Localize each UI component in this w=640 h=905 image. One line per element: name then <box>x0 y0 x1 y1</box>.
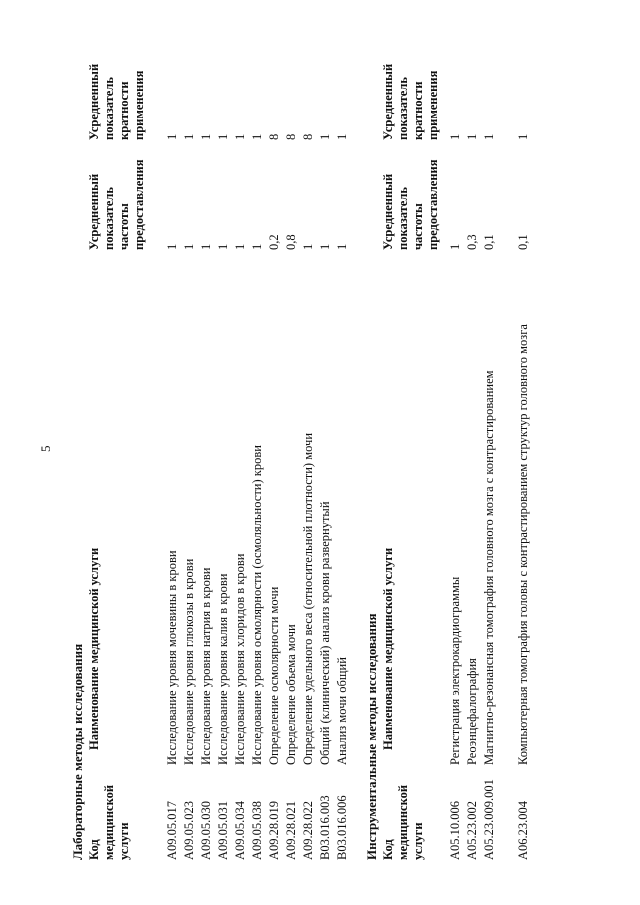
row-frequency: 0,1 <box>516 234 530 250</box>
row-frequency: 1 <box>335 243 349 250</box>
row-code: A09.05.031 <box>216 800 230 860</box>
row-frequency: 1 <box>199 243 213 250</box>
row-multiplicity: 1 <box>233 133 247 140</box>
row-name: Определение удельного веса (относительной плотности) мочи <box>301 432 315 765</box>
row-name: Магнитно-резонансная томография головного мозга с контрастированием <box>482 370 496 765</box>
row-frequency: 1 <box>301 243 315 250</box>
row-name: Компьютерная томография головы с контрастированием структур головного мозга <box>516 324 530 765</box>
row-frequency: 1 <box>216 243 230 250</box>
row-frequency: 1 <box>233 243 247 250</box>
row-code: A09.05.038 <box>250 800 264 860</box>
row-name: Исследование уровня калия в крови <box>216 573 230 765</box>
row-code: A09.05.034 <box>233 800 247 860</box>
row-code: A05.23.009.001 <box>482 779 496 860</box>
row-name: Исследование уровня натрия в крови <box>199 567 213 765</box>
inst-header-name: Наименование медицинской услуги <box>381 547 395 750</box>
row-multiplicity: 1 <box>465 133 479 140</box>
row-multiplicity: 8 <box>267 133 281 140</box>
row-code: A05.10.006 <box>448 800 462 860</box>
lab-header-multiplicity: Усредненный показатель кратности применения <box>87 63 146 140</box>
inst-header-multiplicity: Усредненный показатель кратности применения <box>381 63 440 140</box>
lab-header-name: Наименование медицинской услуги <box>87 547 101 750</box>
row-name: Исследование уровня хлоридов в крови <box>233 553 247 765</box>
row-name: Реоэнцефалография <box>465 658 479 765</box>
row-multiplicity: 8 <box>301 133 315 140</box>
row-name: Исследование уровня мочевины в крови <box>165 550 179 765</box>
row-name: Общий (клинический) анализ крови развернутый <box>318 501 332 765</box>
row-multiplicity: 1 <box>516 133 530 140</box>
row-name: Регистрация электрокардиограммы <box>448 576 462 765</box>
row-multiplicity: 8 <box>284 133 298 140</box>
row-frequency: 1 <box>165 243 179 250</box>
lab-header-code: Код медицинской услуги <box>87 784 131 860</box>
row-frequency: 0,2 <box>267 234 281 250</box>
row-multiplicity: 1 <box>199 133 213 140</box>
row-name: Определение объема мочи <box>284 624 298 765</box>
inst-section-title: Инструментальные методы исследования <box>364 613 379 860</box>
row-frequency: 0,1 <box>482 234 496 250</box>
row-name: Анализ мочи общий <box>335 657 349 765</box>
row-multiplicity: 1 <box>482 133 496 140</box>
row-multiplicity: 1 <box>448 133 462 140</box>
row-code: A09.28.019 <box>267 800 281 860</box>
row-frequency: 0,8 <box>284 234 298 250</box>
row-frequency: 1 <box>182 243 196 250</box>
row-multiplicity: 1 <box>165 133 179 140</box>
page-number: 5 <box>38 445 53 452</box>
row-multiplicity: 1 <box>250 133 264 140</box>
row-frequency: 1 <box>318 243 332 250</box>
row-code: A09.05.023 <box>182 800 196 860</box>
row-code: A09.05.030 <box>199 800 213 860</box>
row-multiplicity: 1 <box>318 133 332 140</box>
inst-header-frequency: Усредненный показатель частоты предоставления <box>381 159 440 250</box>
row-frequency: 1 <box>250 243 264 250</box>
row-code: A06.23.004 <box>516 800 530 860</box>
row-name: Определение осмолярности мочи <box>267 586 281 765</box>
row-frequency: 1 <box>448 243 462 250</box>
row-code: B03.016.006 <box>335 795 349 860</box>
row-code: B03.016.003 <box>318 795 332 860</box>
row-code: A09.28.021 <box>284 800 298 860</box>
document-content <box>70 40 530 860</box>
row-code: A09.28.022 <box>301 800 315 860</box>
row-multiplicity: 1 <box>335 133 349 140</box>
row-multiplicity: 1 <box>182 133 196 140</box>
row-name: Исследование уровня осмолярности (осмоляльности) крови <box>250 445 264 765</box>
lab-header-frequency: Усредненный показатель частоты предоставления <box>87 159 146 250</box>
row-frequency: 0,3 <box>465 234 479 250</box>
row-code: A09.05.017 <box>165 800 179 860</box>
inst-header-code: Код медицинской услуги <box>381 784 425 860</box>
row-name: Исследование уровня глюкозы в крови <box>182 558 196 765</box>
row-code: A05.23.002 <box>465 800 479 860</box>
lab-section-title: Лабораторные методы исследования <box>70 643 85 860</box>
row-multiplicity: 1 <box>216 133 230 140</box>
